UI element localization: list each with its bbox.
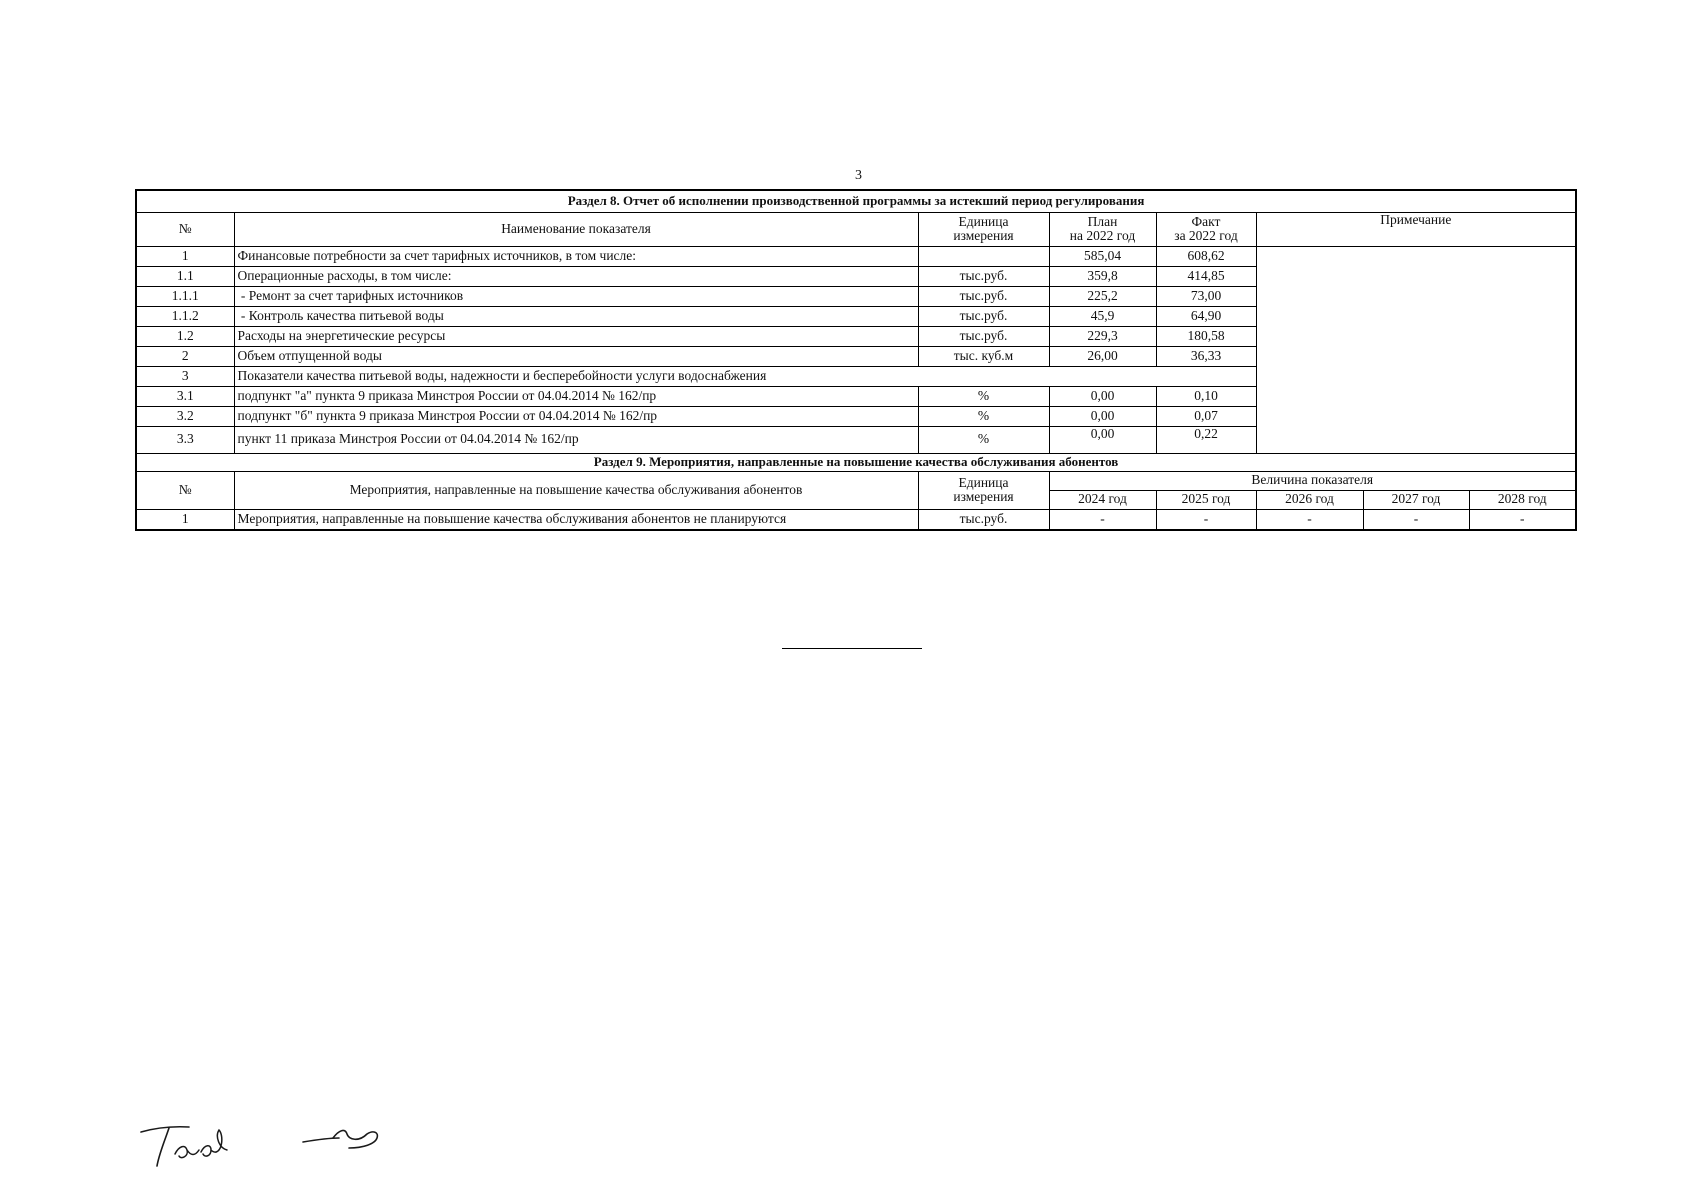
header-fact	[1156, 212, 1256, 246]
section9-title-row	[136, 453, 1576, 471]
row-num: 3.3	[136, 426, 234, 453]
row-plan: 45,9	[1049, 306, 1156, 326]
row-unit: тыс.руб.	[918, 326, 1049, 346]
header-fact-line1: Факт	[1191, 213, 1221, 229]
page-number: 3	[855, 168, 862, 183]
header-fact-line2: за 2022 год	[1174, 228, 1238, 243]
row-unit: %	[918, 406, 1049, 426]
row-unit: тыс. куб.м	[918, 346, 1049, 366]
handwritten-signature	[135, 1110, 415, 1180]
row-num: 1	[136, 246, 234, 266]
row-plan: 359,8	[1049, 266, 1156, 286]
header-note: Примечание	[1256, 212, 1576, 246]
row-name: Показатели качества питьевой воды, надежности и бесперебойности услуги водоснабжения	[234, 366, 1256, 386]
header-num: №	[136, 212, 234, 246]
header9-value: Величина показателя	[1049, 471, 1576, 490]
header-unit	[918, 212, 1049, 246]
row-name: - Контроль качества питьевой воды	[234, 306, 918, 326]
row-unit: тыс.руб.	[918, 306, 1049, 326]
header-plan	[1049, 212, 1156, 246]
header9-unit-line1: Единица	[958, 474, 1009, 490]
row-plan: 229,3	[1049, 326, 1156, 346]
row-fact: 414,85	[1156, 266, 1256, 286]
row-unit: %	[918, 386, 1049, 406]
section9-header-row	[136, 471, 1576, 490]
row-fact: 64,90	[1156, 306, 1256, 326]
row-plan: 0,00	[1049, 406, 1156, 426]
row-unit: тыс.руб.	[918, 286, 1049, 306]
header-unit-line1: Единица	[958, 213, 1009, 229]
row-name: Финансовые потребности за счет тарифных источников, в том числе:	[234, 246, 918, 266]
row-fact: 36,33	[1156, 346, 1256, 366]
row-num: 1.2	[136, 326, 234, 346]
row-plan: 26,00	[1049, 346, 1156, 366]
row-fact: 180,58	[1156, 326, 1256, 346]
row-plan: 0,00	[1049, 426, 1156, 453]
row-name: Операционные расходы, в том числе:	[234, 266, 918, 286]
header-name: Наименование показателя	[234, 212, 918, 246]
section8-header-row	[136, 212, 1576, 246]
row-plan: 225,2	[1049, 286, 1156, 306]
header9-year: 2028 год	[1469, 490, 1576, 509]
row-num: 1.1.1	[136, 286, 234, 306]
header9-year: 2025 год	[1156, 490, 1256, 509]
row-num: 2	[136, 346, 234, 366]
row-num: 3	[136, 366, 234, 386]
header9-year: 2026 год	[1256, 490, 1363, 509]
row9-value: -	[1363, 509, 1469, 530]
table-row	[136, 509, 1576, 530]
row-unit: %	[918, 426, 1049, 453]
row9-unit: тыс.руб.	[918, 509, 1049, 530]
row-fact: 0,10	[1156, 386, 1256, 406]
row9-value: -	[1469, 509, 1576, 530]
row9-value: -	[1256, 509, 1363, 530]
row-num: 3.2	[136, 406, 234, 426]
row-name: подпункт "б" пункта 9 приказа Минстроя России от 04.04.2014 № 162/пр	[234, 406, 918, 426]
header-plan-line1: План	[1087, 213, 1118, 229]
section8-title: Раздел 8. Отчет об исполнении производственной программы за истекший период регулирования	[136, 190, 1576, 212]
header-plan-line2: на 2022 год	[1069, 228, 1136, 243]
row9-value: -	[1156, 509, 1256, 530]
row-unit: тыс.руб.	[918, 266, 1049, 286]
row-name: пункт 11 приказа Минстроя России от 04.04.2014 № 162/пр	[234, 426, 918, 453]
header9-unit-line2: измерения	[953, 489, 1014, 504]
row-plan: 0,00	[1049, 386, 1156, 406]
report-table	[135, 189, 1577, 531]
table-row	[136, 246, 1576, 266]
header9-year: 2024 год	[1049, 490, 1156, 509]
row-fact: 73,00	[1156, 286, 1256, 306]
row-fact: 608,62	[1156, 246, 1256, 266]
header9-unit	[918, 471, 1049, 509]
footer-divider	[782, 648, 922, 649]
section9-title: Раздел 9. Мероприятия, направленные на повышение качества обслуживания абонентов	[136, 453, 1576, 471]
row9-value: -	[1049, 509, 1156, 530]
row-name: подпункт "а" пункта 9 приказа Минстроя России от 04.04.2014 № 162/пр	[234, 386, 918, 406]
row-fact: 0,22	[1156, 426, 1256, 453]
row9-name: Мероприятия, направленные на повышение качества обслуживания абонентов не планируются	[234, 509, 918, 530]
row9-num: 1	[136, 509, 234, 530]
row-unit	[918, 246, 1049, 266]
row-num: 3.1	[136, 386, 234, 406]
row-fact: 0,07	[1156, 406, 1256, 426]
row-num: 1.1	[136, 266, 234, 286]
row-name: Расходы на энергетические ресурсы	[234, 326, 918, 346]
row-plan: 585,04	[1049, 246, 1156, 266]
section8-title-row	[136, 190, 1576, 212]
note-cell	[1256, 246, 1576, 453]
header9-name: Мероприятия, направленные на повышение качества обслуживания абонентов	[234, 471, 918, 509]
header9-year: 2027 год	[1363, 490, 1469, 509]
row-name: Объем отпущенной воды	[234, 346, 918, 366]
row-name: - Ремонт за счет тарифных источников	[234, 286, 918, 306]
header-unit-line2: измерения	[953, 228, 1014, 243]
header9-num: №	[136, 471, 234, 509]
row-num: 1.1.2	[136, 306, 234, 326]
